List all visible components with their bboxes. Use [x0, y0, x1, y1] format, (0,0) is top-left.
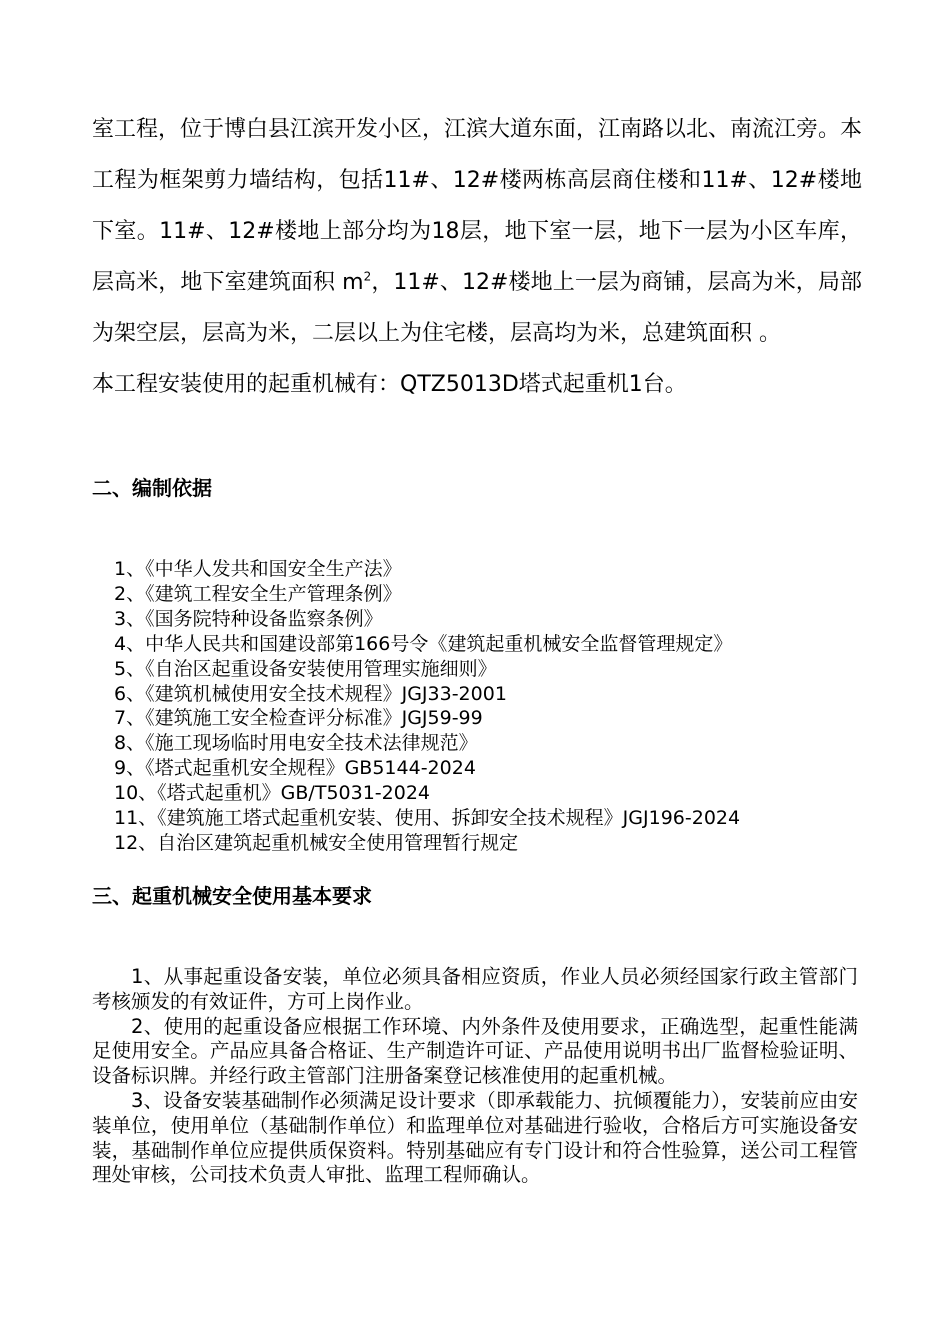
list-item: 9、《塔式起重机安全规程》GB5144-2024: [114, 757, 476, 780]
section-heading-basis: 二、编制依据: [92, 476, 212, 500]
list-item: 6、《建筑机械使用安全技术规程》JGJ33-2001: [114, 682, 507, 705]
list-item: 7、《建筑施工安全检查评分标准》JGJ59-99: [114, 707, 483, 730]
list-item: 10、《塔式起重机》GB/T5031-2024: [114, 782, 431, 805]
area-unit-superscript: 2: [363, 269, 372, 284]
list-item: 4、中华人民共和国建设部第166号令《建筑起重机械安全监督管理规定》: [114, 632, 733, 655]
list-item: 11、《建筑施工塔式起重机安装、使用、拆卸安全技术规程》JGJ196-2024: [114, 807, 741, 830]
overview-paragraph: [92, 104, 862, 359]
list-item: 12、自治区建筑起重机械安全使用管理暂行规定: [114, 831, 519, 854]
requirement-paragraph: 1、从事起重设备安装，单位必须具备相应资质，作业人员必须经国家行政主管部门考核颁发的有效证件，方可上岗作业。: [92, 965, 858, 1013]
list-item: 1、《中华人发共和国安全生产法》: [114, 558, 402, 580]
list-item: 3、《国务院特种设备监察条例》: [114, 607, 383, 630]
list-item: 5、《自治区起重设备安装使用管理实施细则》: [114, 657, 497, 680]
list-item: 2、《建筑工程安全生产管理条例》: [114, 582, 402, 605]
project-overview: [92, 104, 862, 410]
overview-text-part2: ，11#、12#楼地上一层为商铺，层高为米，局部为架空层，层高为米，二层以上为住宅楼，层高均为米，总建筑面积 。: [92, 270, 862, 346]
requirement-paragraph: 3、设备安装基础制作必须满足设计要求（即承载能力、抗倾覆能力），安装前应由安装单位，使用单位（基础制作单位）和监理单位对基础进行验收，合格后方可实施设备安装，基础制作单位应提供质保资料。特别基础应有专门设计和符合性验算，送公司工程管理处审核，公司技术负责人审批、监理工程师确认。: [92, 1088, 858, 1187]
crane-equipment-paragraph: 本工程安装使用的起重机械有：QTZ5013D塔式起重机1台。: [92, 372, 687, 397]
overview-text-part1: 室工程，位于博白县江滨开发小区，江滨大道东面，江南路以北、南流江旁。本工程为框架剪力墙结构，包括11#、12#楼两栋高层商住楼和11#、12#楼地下室。11#、12#楼地上部分均为18层，地下室一层，地下一层为小区车库，层高米，地下室建筑面积 m: [92, 117, 863, 295]
list-item: 8、《施工现场临时用电安全技术法律规范》: [114, 732, 478, 755]
requirements-body: [92, 965, 858, 1188]
section-heading-requirements: 三、起重机械安全使用基本要求: [92, 884, 372, 908]
requirement-paragraph: 2、使用的起重设备应根据工作环境、内外条件及使用要求，正确选型，起重性能满足使用安全。产品应具备合格证、生产制造许可证、产品使用说明书出厂监督检验证明、设备标识牌。并经行政主管部门注册备案登记核准使用的起重机械。: [92, 1014, 858, 1088]
basis-list: [114, 557, 874, 856]
